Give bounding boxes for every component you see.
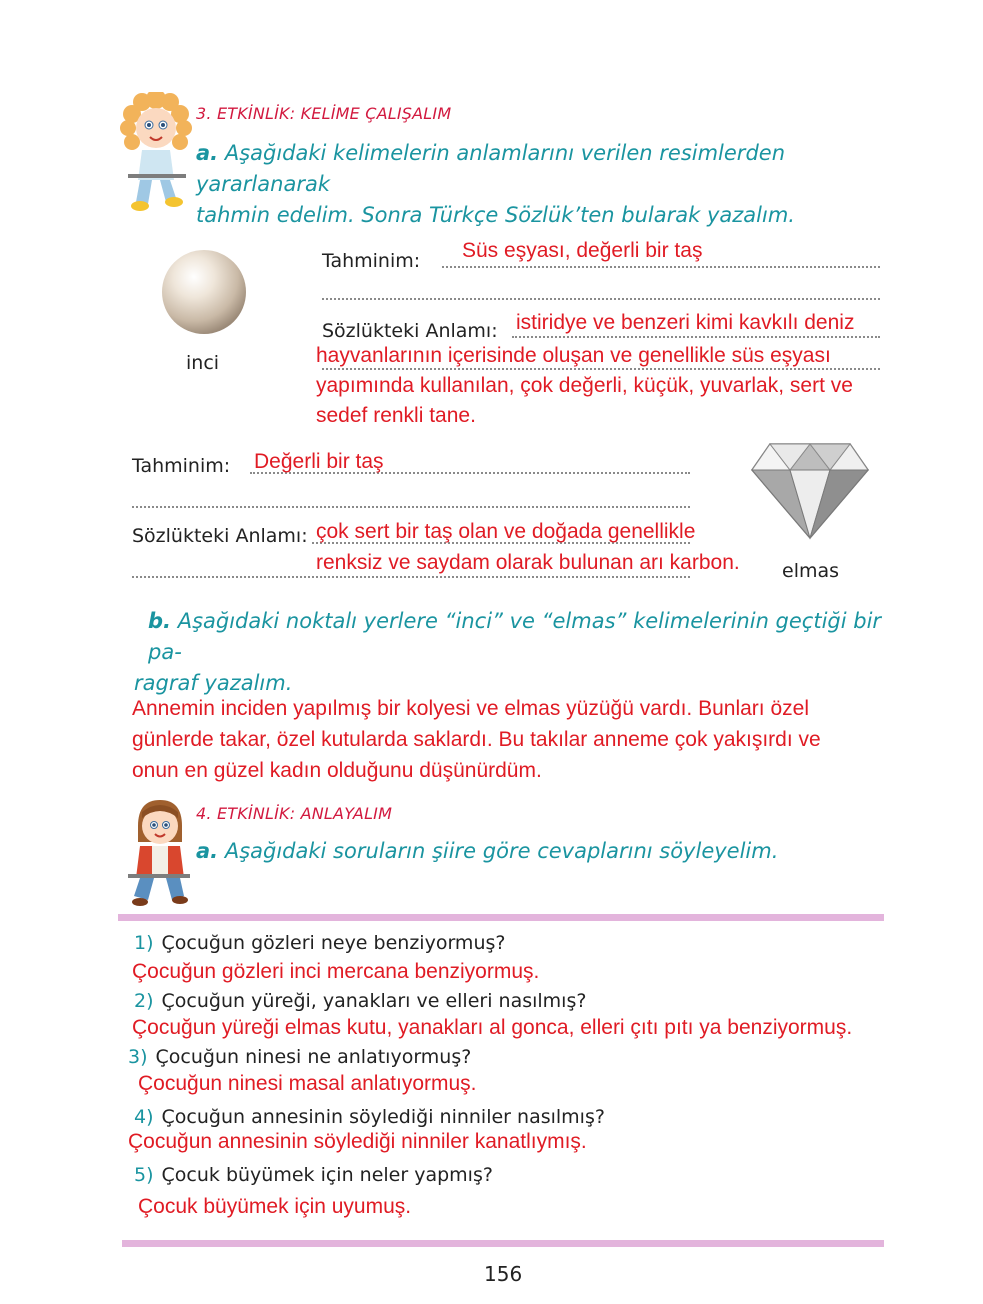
question-2: [134, 990, 586, 1012]
diamond-image: [750, 440, 870, 540]
part-b-letter: b.: [148, 609, 172, 633]
question-3: [128, 1046, 471, 1068]
paragraph-line2: günlerde takar, özel kutularda saklardı. Bu takılar anneme çok yakışırdı ve: [132, 728, 821, 751]
paragraph-answer: [132, 693, 912, 786]
elmas-guess-label: Tahminim:: [132, 455, 231, 477]
answer-1: Çocuğun gözleri inci mercana benziyormuş.: [132, 960, 540, 983]
inci-guess-answer: Süs eşyası, değerli bir taş: [462, 239, 703, 262]
pearl-image: [160, 248, 248, 336]
elmas-guess-answer: Değerli bir taş: [254, 450, 384, 473]
girl-illustration: [118, 92, 194, 214]
answer-3: Çocuğun ninesi masal anlatıyormuş.: [138, 1072, 477, 1095]
inci-guess-line-2: [322, 298, 880, 300]
inci-dict-line3: yapımında kullanılan, çok değerli, küçük, yuvarlak, sert ve: [316, 374, 853, 397]
answer-2: Çocuğun yüreği elmas kutu, yanakları al gonca, elleri çıtı pıtı ya benziyormuş.: [132, 1016, 853, 1039]
elmas-dict-line2: renksiz ve saydam olarak bulunan arı karbon.: [316, 551, 740, 574]
question-3-text: Çocuğun ninesi ne anlatıyormuş?: [155, 1046, 472, 1068]
inci-dict-line4: sedef renkli tane.: [316, 404, 476, 427]
activity4-part-a-letter: a.: [196, 839, 219, 863]
activity3-instruction: [196, 138, 916, 231]
part-b-instruction-line1: Aşağıdaki noktalı yerlere “inci” ve “elmas” kelimelerinin geçtiği bir pa-: [148, 609, 882, 664]
question-5-text: Çocuk büyümek için neler yapmış?: [161, 1164, 493, 1186]
question-4-number: 4): [134, 1106, 154, 1128]
page-number: 156: [484, 1262, 523, 1286]
activity4-instruction: [196, 836, 916, 867]
part-b-instruction: [134, 606, 894, 699]
inci-caption: inci: [186, 352, 220, 374]
answer-5: Çocuk büyümek için uyumuş.: [138, 1195, 412, 1218]
activity3-title: 3. ETKİNLİK: KELİME ÇALIŞALIM: [196, 104, 452, 123]
question-1-number: 1): [134, 932, 154, 954]
paragraph-line3: onun en güzel kadın olduğunu düşünürdüm.: [132, 759, 542, 782]
paragraph-line1: Annemin inciden yapılmış bir kolyesi ve elmas yüzüğü vardı. Bunları özel: [132, 697, 809, 720]
elmas-dict-line1: çok sert bir taş olan ve doğada genellikle: [316, 520, 696, 543]
inci-guess-line: [442, 266, 880, 268]
question-2-number: 2): [134, 990, 154, 1012]
top-divider: [118, 914, 884, 921]
part-a-letter: a.: [196, 141, 219, 165]
question-2-text: Çocuğun yüreği, yanakları ve elleri nasılmış?: [161, 990, 587, 1012]
question-3-number: 3): [128, 1046, 148, 1068]
activity3-instruction-line2: tahmin edelim. Sonra Türkçe Sözlük’ten bularak yazalım.: [196, 203, 795, 227]
question-5-number: 5): [134, 1164, 154, 1186]
question-4: [134, 1106, 605, 1128]
inci-guess-label: Tahminim:: [322, 250, 421, 272]
elmas-guess-line-2: [132, 506, 690, 508]
question-1: [134, 932, 505, 954]
question-1-text: Çocuğun gözleri neye benziyormuş?: [161, 932, 506, 954]
answer-4: Çocuğun annesinin söylediği ninniler kanatlıymış.: [128, 1130, 587, 1153]
child-illustration: [124, 796, 194, 910]
activity4-instruction-text: Aşağıdaki soruların şiire göre cevaplarını söyleyelim.: [224, 839, 779, 863]
inci-dict-label: Sözlükteki Anlamı:: [322, 320, 498, 342]
elmas-dict-label: Sözlükteki Anlamı:: [132, 525, 308, 547]
part-b-instruction-line2: ragraf yazalım.: [134, 671, 293, 695]
question-4-text: Çocuğun annesinin söylediği ninniler nasılmış?: [161, 1106, 605, 1128]
question-5: [134, 1164, 493, 1186]
elmas-caption: elmas: [782, 560, 840, 582]
activity4-title: 4. ETKİNLİK: ANLAYALIM: [196, 804, 393, 823]
activity3-instruction-line1: Aşağıdaki kelimelerin anlamlarını verilen resimlerden yararlanarak: [196, 141, 786, 196]
bottom-divider: [122, 1240, 884, 1247]
inci-dict-line1: istiridye ve benzeri kimi kavkılı deniz: [516, 311, 855, 334]
inci-dict-line2: hayvanlarının içerisinde oluşan ve genellikle süs eşyası: [316, 344, 831, 367]
